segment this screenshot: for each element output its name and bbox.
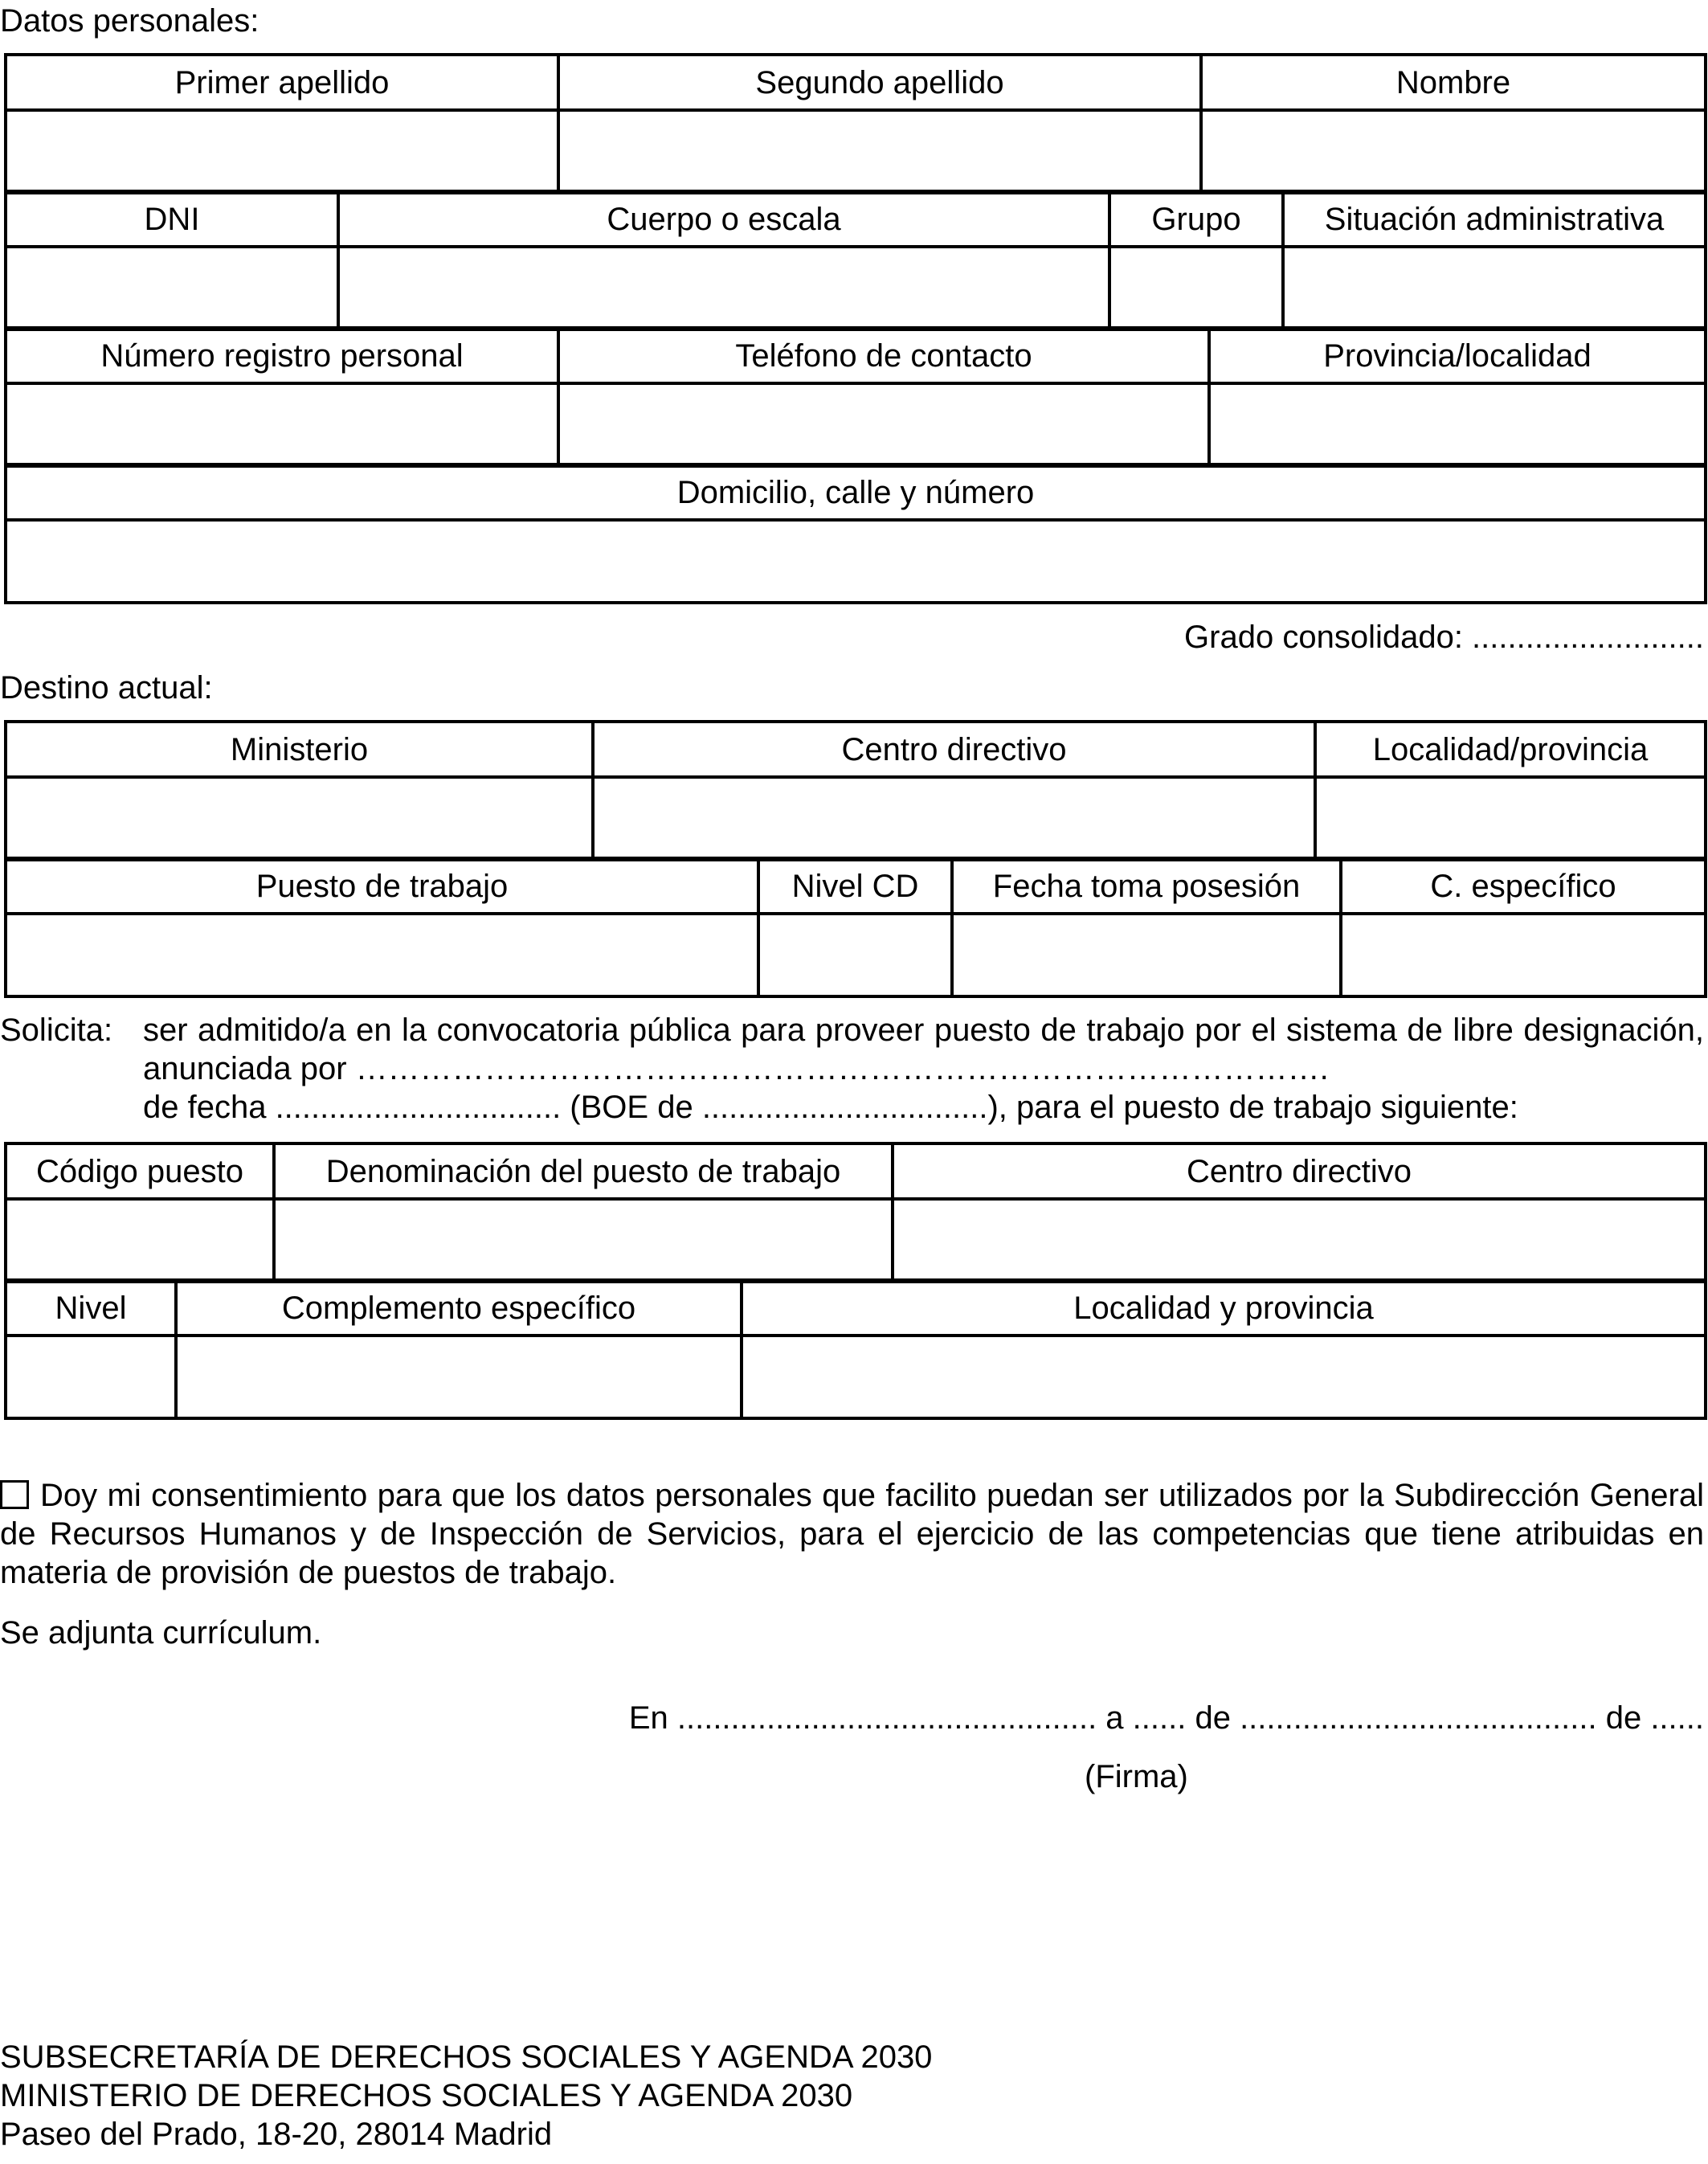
header-centro-directivo-puesto: Centro directivo [893,1143,1706,1199]
footer-ministerio: MINISTERIO DE DERECHOS SOCIALES Y AGENDA 2030 [0,2078,853,2113]
puesto-table-1 [4,1142,1707,1283]
datos-personales-heading: Datos personales: [0,3,259,39]
field-centro-directivo[interactable] [593,777,1315,860]
puesto-table-2 [4,1278,1707,1420]
header-puesto-trabajo: Puesto de trabajo [6,858,758,914]
header-segundo-apellido: Segundo apellido [558,55,1201,110]
field-nombre[interactable] [1201,110,1706,193]
header-nombre: Nombre [1201,55,1706,110]
field-nivel[interactable] [6,1336,176,1418]
footer-direccion: Paseo del Prado, 18-20, 28014 Madrid [0,2117,553,2152]
firma-label: (Firma) [1085,1759,1188,1794]
datos-personales-table-3 [4,326,1707,468]
field-numero-registro[interactable] [6,383,558,466]
lugar-fecha-line: En ............................................... a ...... de ........................................ de ...... [628,1700,1704,1736]
header-numero-registro: Número registro personal [6,328,558,383]
header-grupo: Grupo [1109,191,1283,247]
header-cuerpo-escala: Cuerpo o escala [338,191,1109,247]
consent-checkbox[interactable] [0,1480,29,1509]
field-fecha-toma-posesion[interactable] [952,914,1341,996]
header-dni: DNI [6,191,338,247]
field-localidad-y-provincia[interactable] [742,1336,1706,1418]
field-telefono[interactable] [558,383,1209,466]
destino-actual-table-2 [4,857,1707,998]
header-provincia-localidad: Provincia/localidad [1209,328,1706,383]
header-centro-directivo: Centro directivo [593,722,1315,777]
field-situacion-administrativa[interactable] [1283,247,1706,329]
field-c-especifico[interactable] [1341,914,1706,996]
field-complemento-especifico[interactable] [176,1336,742,1418]
field-cuerpo-escala[interactable] [338,247,1109,329]
field-segundo-apellido[interactable] [558,110,1201,193]
solicita-fecha-boe: de fecha ................................ (BOE de ................................), para el puesto de trabajo siguiente: [143,1090,1518,1125]
datos-personales-table-2 [4,190,1707,331]
field-centro-directivo-puesto[interactable] [893,1199,1706,1282]
header-localidad-provincia: Localidad/provincia [1315,722,1706,777]
header-denominacion-puesto: Denominación del puesto de trabajo [274,1143,893,1199]
field-puesto-trabajo[interactable] [6,914,758,996]
header-domicilio: Domicilio, calle y número [6,464,1706,520]
consent-text: Doy mi consentimiento para que los datos personales que facilito puedan ser utilizados por la Subdirección General de Recursos Humanos y de Inspección de Servicios, para el ejercicio de las competencias que tiene atribuidas en materia de provisión de puestos de trabajo. [0,1478,1704,1590]
grado-consolidado: Grado consolidado: .......................... [1184,620,1704,655]
header-primer-apellido: Primer apellido [6,55,558,110]
header-situacion-administrativa: Situación administrativa [1283,191,1706,247]
solicita-label: Solicita: [0,1012,113,1048]
field-grupo[interactable] [1109,247,1283,329]
field-localidad-provincia[interactable] [1315,777,1706,860]
footer-subsecretaria: SUBSECRETARÍA DE DERECHOS SOCIALES Y AGENDA 2030 [0,2039,933,2075]
field-nivel-cd[interactable] [758,914,952,996]
field-codigo-puesto[interactable] [6,1199,274,1282]
header-fecha-toma-posesion: Fecha toma posesión [952,858,1341,914]
destino-actual-table-1 [4,720,1707,861]
field-denominacion-puesto[interactable] [274,1199,893,1282]
field-primer-apellido[interactable] [6,110,558,193]
datos-personales-table-1 [4,53,1707,194]
header-c-especifico: C. específico [1341,858,1706,914]
solicita-text: ser admitido/a en la convocatoria pública para proveer puesto de trabajo por el sistema de libre designación, anunciada por ………………………………………………………………………………. [143,1012,1704,1086]
field-dni[interactable] [6,247,338,329]
field-ministerio[interactable] [6,777,593,860]
adjunta-curriculum: Se adjunta currículum. [0,1615,322,1651]
header-ministerio: Ministerio [6,722,593,777]
field-provincia-localidad[interactable] [1209,383,1706,466]
header-nivel-cd: Nivel CD [758,858,952,914]
header-codigo-puesto: Código puesto [6,1143,274,1199]
consent-paragraph [0,1476,1704,1592]
header-complemento-especifico: Complemento específico [176,1280,742,1336]
header-localidad-y-provincia: Localidad y provincia [742,1280,1706,1336]
header-nivel: Nivel [6,1280,176,1336]
datos-personales-table-4 [4,463,1707,604]
destino-actual-heading: Destino actual: [0,670,213,706]
header-telefono: Teléfono de contacto [558,328,1209,383]
field-domicilio[interactable] [6,520,1706,603]
